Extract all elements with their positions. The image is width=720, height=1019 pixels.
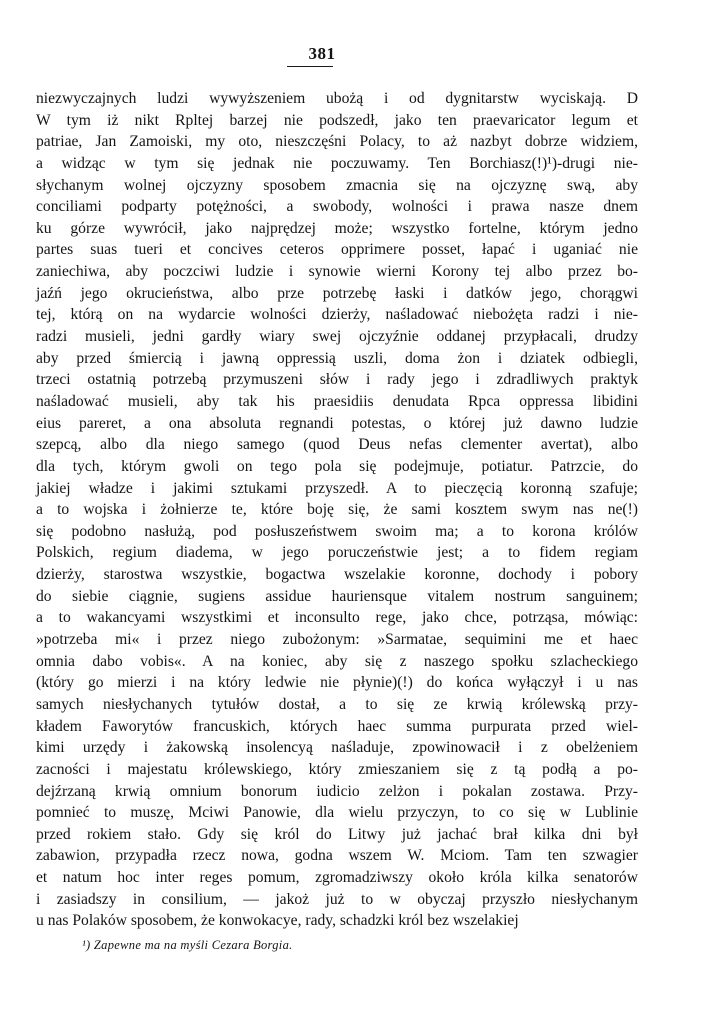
text-line: jaźń jego okrucieństwa, albo prze potrzebę łaski i datków jego, chorągwi [36,284,638,302]
text-line: pomnieć to muszę, Mciwi Panowie, dla wielu przyczyn, to co się w Lublinie [36,804,638,822]
text-line: omnia dabo vobis«. A na koniec, aby się z naszego społku szlacheckiego [36,652,638,670]
text-line: zaniechiwa, aby poczciwi ludzie i synowie wierni Korony tej albo przez bo- [36,263,638,281]
page-number-rule [287,66,333,67]
footnote: ¹) Zapewne ma na myśli Cezara Borgia. [82,938,293,952]
text-line: się podobno nasłużą, pod posłuszeństwem swoim ma; a to korona królów [36,522,638,540]
text-line: szepcą, albo dla niego samego (quod Deus nefas clementer avertat), albo [36,436,638,454]
text-line: dejźrzaną krwią omnium bonorum iudicio zelżon i pokalan zostawa. Przy- [36,782,638,800]
text-line: kimi urzędy i żakowską insolencyą naśladuje, zpowinowacił i z obelżeniem [36,739,638,757]
text-line: eius pareret, a ona absoluta regnandi potestas, o której już dawno ludzie [36,414,638,432]
text-line: kładem Faworytów francuskich, których haec summa purpurata przed wiel- [36,717,638,735]
text-line: trzeci ostatnią potrzebą przymuszeni słów i rady jego i zdradliwych praktyk [36,371,638,389]
text-line: partes suas tueri et concives ceteros opprimere posset, łapać i uganiać nie [36,241,638,259]
text-line: zacności i majestatu królewskiego, który zmieszaniem się z tą podłą a po- [36,760,638,778]
text-line: dla tych, którym gwoli on tego pola się podejmuje, potiatur. Patrzcie, do [36,457,638,475]
text-line: przed rokiem stało. Gdy się król do Litwy już jachać brał kilka dni był [36,825,638,843]
text-line: patriae, Jan Zamoiski, my oto, nieszczęśni Polacy, to aż nazbyt dobrze widziem, [36,133,638,151]
page-number: 381 [308,44,336,63]
text-line: niezwyczajnych ludzi wywyższeniem ubożą i od dygnitarstw wyciskają. D [36,90,638,107]
text-line: aby przed śmiercią i jawną oppressią uszli, doma żon i dziatek odbiegli, [36,349,638,367]
text-line: a to wojska i żołnierze te, które boję się, że sami kosztem swym nas ne(!) [36,501,638,519]
text-line: naśladować musieli, aby tak his praesidiis denudata Rpca oppressa libidini [36,392,638,410]
text-line: Polskich, regium diadema, w jego poruczeństwie jest; a to fidem regiam [36,544,638,562]
text-line: i zasiadszy in consilium, — jakoż już to w obyczaj przyszło niesłychanym [36,890,638,908]
text-line: W tym iż nikt Rpltej barzej nie podszedł, jako ten praevaricator legum et [36,111,638,129]
text-line: (który go mierzi i na który ledwie nie płynie)(!) do końca wyłączył i u nas [36,674,638,692]
text-line: tej, którą on na wydarcie wolności dzierży, naśladować niebożęta radzi i nie- [36,306,638,324]
text-line: do siebie ciągnie, sugiens assidue hauriensque vitalem nostrum sanguinem; [36,587,638,605]
body-text [36,88,638,932]
text-line: radzi musieli, jedni gardły wiary swej ojczyźnie oddanej przypłacali, drudzy [36,328,638,346]
text-line: dzierży, starostwa wszystkie, bogactwa wszelakie koronne, dochody i pobory [36,566,638,584]
text-line: u nas Polaków sposobem, że konwokacye, rady, schadzki król bez wszelakiej [36,912,519,930]
text-line: jakiej władze i jakimi sztukami przyszedł. A to pieczęcią koronną szafuje; [36,479,638,497]
text-line: zabawion, przypadła rzecz nowa, godna wszem W. Mciom. Tam ten szwagier [36,847,638,865]
text-line: ku górze wywrócił, jako najprędzej może; wszystko fortelne, którym jedno [36,219,638,237]
text-line: a to wakancyami wszystkimi et inconsulto rege, jako chce, potrząsa, mówiąc: [36,609,638,627]
text-line: conciliami podparty potężności, a swobody, wolności i prawa nasze dnem [36,198,638,216]
text-line: samych niesłychanych tytułów dostał, a to się ze krwią królewską przy- [36,695,638,713]
text-line: »potrzeba mi« i przez niego zubożonym: »Sarmatae, sequimini me et haec [36,631,638,649]
text-line: et natum hoc inter reges pomum, zgromadziwszy około króla kilka senatorów [36,869,638,887]
text-line: słychanym wolnej ojczyzny sposobem zmacnia się na ojczyznę swą, aby [36,176,638,194]
text-line: a widząc w tym się jednak nie poczuwamy. Ten Borchiasz(!)¹)-drugi nie- [36,154,638,172]
